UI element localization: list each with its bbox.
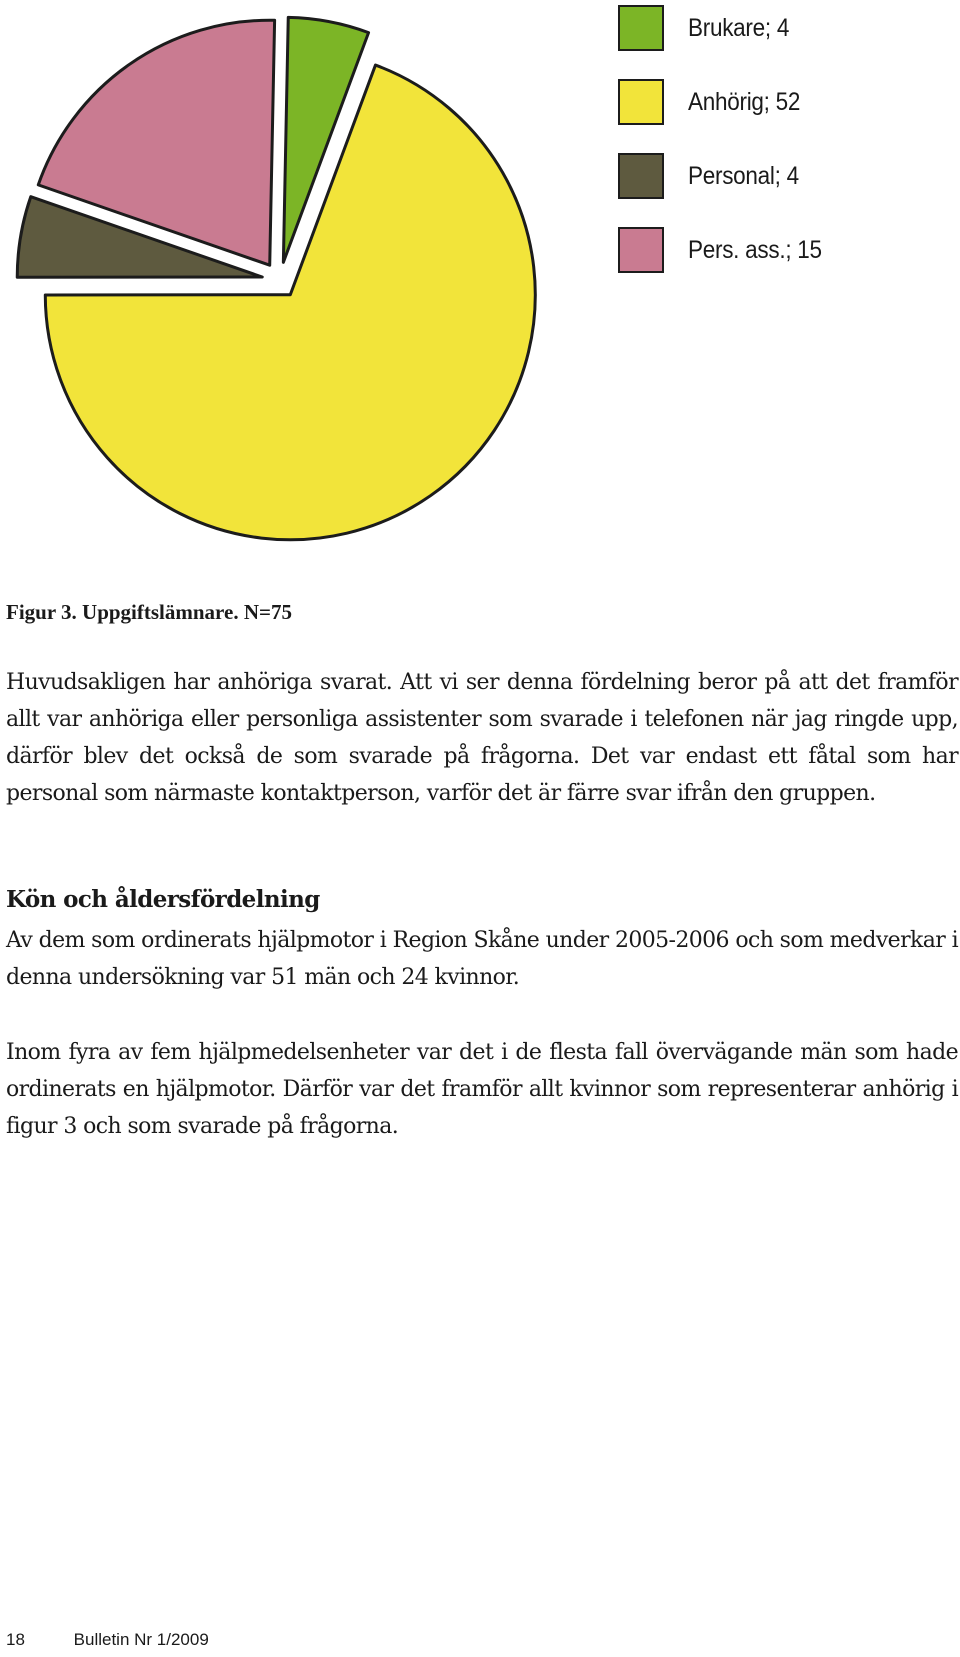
- legend-label-pers-ass: Pers. ass.; 15: [688, 235, 822, 264]
- section-heading: Kön och åldersfördelning: [6, 886, 320, 913]
- legend-item-pers-ass: [618, 226, 837, 274]
- legend-item-anhorig: [618, 78, 837, 126]
- chart-legend: [618, 4, 837, 300]
- legend-item-personal: [618, 152, 837, 200]
- paragraph-respondents: Huvudsakligen har anhöriga svarat. Att vi ser denna fördelning beror på att det framför allt var anhöriga eller personliga assistenter som svarade i telefonen när jag ringde upp, därför blev det också de som svarade på frågorna. Det var endast ett fåtal som har personal som närmaste kontaktperson, varför det är färre svar ifrån den gruppen.: [6, 670, 958, 806]
- paragraph-gender: Av dem som ordinerats hjälpmotor i Region Skåne under 2005-2006 och som medverkar i denna undersökning var 51 män och 24 kvinnor.: [6, 928, 958, 990]
- legend-swatch-pers-ass: [618, 227, 664, 273]
- legend-item-brukare: [618, 4, 837, 52]
- legend-swatch-brukare: [618, 5, 664, 51]
- legend-swatch-anhorig: [618, 79, 664, 125]
- legend-label-anhorig: Anhörig; 52: [688, 87, 801, 116]
- page-number: 18: [6, 1630, 25, 1649]
- legend-swatch-personal: [618, 153, 664, 199]
- paragraph-units: Inom fyra av fem hjälpmedelsenheter var det i de flesta fall övervägande män som hade ordinerats en hjälpmotor. Därför var det framför allt kvinnor som representerar anhörig i figur 3 och som svarade på frågorna.: [6, 1040, 958, 1139]
- figure-caption: Figur 3. Uppgiftslämnare. N=75: [6, 600, 292, 624]
- page-footer: [6, 1630, 209, 1650]
- legend-label-personal: Personal; 4: [688, 161, 799, 190]
- publication-name: Bulletin Nr 1/2009: [73, 1630, 209, 1649]
- legend-label-brukare: Brukare; 4: [688, 13, 790, 42]
- pie-chart: [0, 0, 560, 560]
